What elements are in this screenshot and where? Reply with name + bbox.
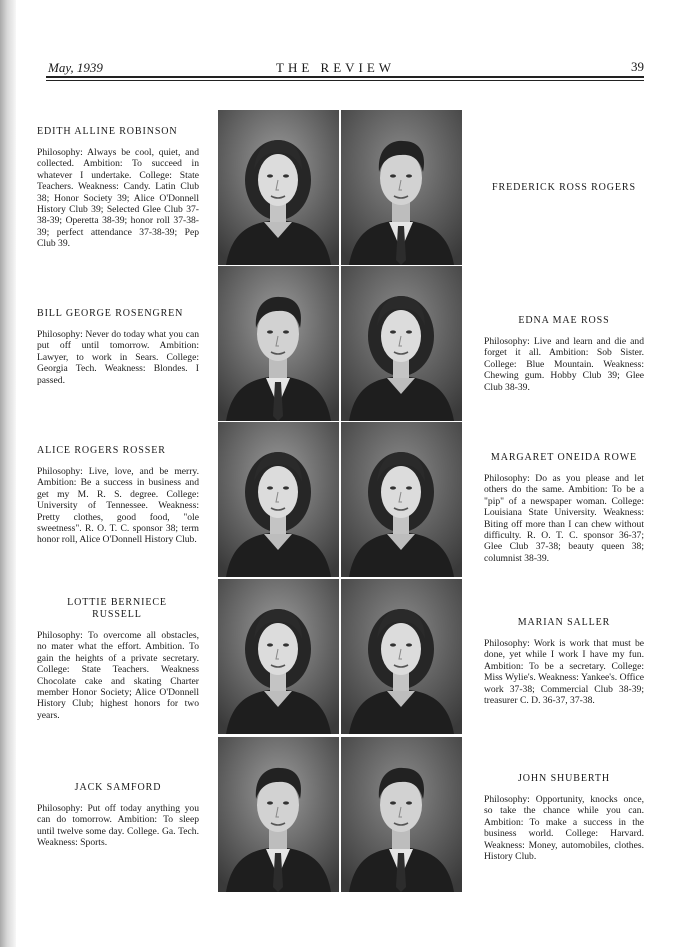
student-name: BILL GEORGE ROSENGREN (37, 308, 184, 319)
student-portrait-photo (218, 110, 339, 265)
issue-date: May, 1939 (48, 60, 103, 75)
student-entry (37, 445, 199, 546)
student-entry (484, 773, 644, 862)
student-portrait-photo (341, 422, 462, 577)
student-entry (37, 782, 199, 849)
student-portrait-photo (341, 579, 462, 734)
student-portrait-photo (218, 579, 339, 734)
student-bio: Philosophy: To overcome all obstacles, no mater what the effort. Ambition. To gain the heights of a private secretary. College: State Teachers. Weakness Chocolate cake and skating Charter member Honor Society; Alice O'Donnell History Club; highest honors for two years. (37, 630, 199, 721)
header-rule-thin (46, 80, 644, 81)
student-entry (484, 182, 644, 203)
page-number: 39 (631, 59, 644, 74)
student-name: ALICE ROGERS ROSSER (37, 445, 166, 456)
student-bio: Philosophy: Opportunity, knocks once, so take the chance while you can. Ambition: To make a success in the business world. College: Harvard. Weakness: Money, automobiles, clothes. History Club. (484, 794, 644, 863)
student-portrait-photo (341, 266, 462, 421)
student-name: MARGARET ONEIDA ROWE (490, 452, 638, 463)
student-name: JOHN SHUBERTH (518, 773, 610, 784)
student-bio: Philosophy: Put off today anything you can do tomorrow. Ambition: To sleep until twelve some day. College. Ga. Tech. Weakness: Sports. (37, 803, 199, 849)
student-name: LOTTIE BERNIECE RUSSELL (67, 597, 167, 620)
student-portrait-photo (341, 737, 462, 892)
student-name: MARIAN SALLER (517, 617, 611, 628)
student-entry (484, 315, 644, 393)
student-entry (37, 308, 199, 386)
student-bio: Philosophy: Do as you please and let others do the same. Ambition: To be a "pip" of a newspaper woman. College: Louisiana State University. Weakness: Biting off more than I can chew without difficulty. R. O. T. C. sponsor 36-37; Glee Club 37-38; beauty queen 38; columnist 38-39. (484, 473, 644, 564)
student-name: FREDERICK ROSS ROGERS (492, 182, 636, 193)
student-portrait-photo (218, 422, 339, 577)
publication-title: THE REVIEW (276, 60, 396, 75)
page-header (46, 58, 644, 78)
student-entry (484, 617, 644, 706)
student-bio: Philosophy: Never do today what you can put off until tomorrow. Ambition: Lawyer, to work in Sears. College: Georgia Tech. Weakness: Blondes. I passed. (37, 329, 199, 386)
student-entry (37, 126, 199, 250)
student-name: EDNA MAE ROSS (518, 315, 610, 326)
student-name: JACK SAMFORD (74, 782, 162, 793)
student-bio: Philosophy: Work is work that must be done, yet while I work I have my fun. Ambition: To be a secretary. College: Miss Wylie's. Weakness: Yankee's. Office work 37-38; Commercial Club 38-39; treasurer C. D. 36-37, 37-38. (484, 638, 644, 707)
student-entry (37, 597, 199, 721)
student-bio: Philosophy: Always be cool, quiet, and collected. Ambition: To succeed in whatever I undertake. College: State Teachers. Weakness: Candy. Latin Club 38; Honor Society 39; Alice O'Donnell History Club 39; Selected Glee Club 37-38-39; Operetta 38-39; honor roll 37-38-39; perfect attendance 37-38-39; Pep Club 39. (37, 147, 199, 250)
student-entry (484, 452, 644, 564)
student-portrait-photo (218, 266, 339, 421)
student-portrait-photo (341, 110, 462, 265)
header-rule-thick (46, 76, 644, 78)
student-bio: Philosophy: Live, love, and be merry. Ambition: Be a success in business and get my M. R. S. degree. College: University of Tennessee. Weakness: Pretty clothes, good food, "ole sweetness". R. O. T. C. sponsor 38; term honor roll, Alice O'Donnell History Club. (37, 466, 199, 546)
page-binding-shadow (0, 0, 16, 947)
student-name: EDITH ALLINE ROBINSON (37, 126, 178, 137)
student-portrait-photo (218, 737, 339, 892)
student-bio: Philosophy: Live and learn and die and forget it all. Ambition: Sob Sister. College: Blue Mountain. Weakness: Chewing gum. Hobby Club 39; Glee Club 38-39. (484, 336, 644, 393)
